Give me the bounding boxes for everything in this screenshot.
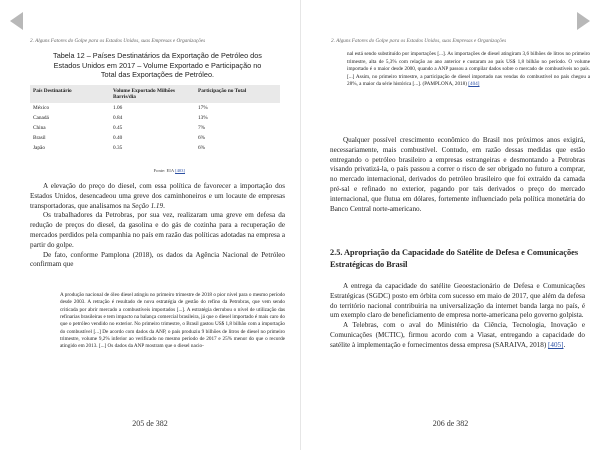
paragraph bbox=[330, 321, 585, 350]
paragraph bbox=[30, 182, 285, 211]
table-cell: Japão bbox=[33, 145, 46, 152]
table-row bbox=[30, 134, 280, 144]
table-cell: Brasil bbox=[33, 135, 46, 142]
table-row bbox=[30, 144, 280, 154]
table-cell: 13% bbox=[198, 114, 208, 121]
table-cell: China bbox=[33, 124, 46, 131]
citation-link[interactable]: [404] bbox=[468, 81, 480, 87]
previous-page-arrow-icon[interactable] bbox=[10, 12, 23, 30]
export-table bbox=[30, 85, 280, 154]
paragraph-end: . bbox=[563, 340, 566, 349]
paragraph: Qualquer possível crescimento econômico do Brasil nos próximos anos exigirá, necessariamente, mais combustível. Contudo, em razão dessas medidas que estão entregando o petróleo brasileiro a empresas estrangeiras e desmontando a Petrobras visando privatizá-la, o país passou a correr o risco de ser obrigado no futuro a comprar, no mercado internacional, derivados do petróleo brasileiro que foi extraído da camada pré-sal e refinado no exterior, pagando por tais derivados o preço do mercado internacional, que flutua em dólares, fortemente influenciado pela política monetária do Banco Central norte-americano. bbox=[330, 136, 585, 213]
table-cell: 6% bbox=[198, 145, 206, 152]
block-quote bbox=[60, 292, 285, 351]
paragraph-end: . bbox=[163, 201, 165, 210]
table-caption bbox=[30, 51, 285, 80]
table-cell: 0.84 bbox=[113, 114, 123, 121]
column-header-share: Participação no Total bbox=[195, 85, 280, 103]
paragraph: A entrega da capacidade do satélite Geoestacionário de Defesa e Comunicações Estratégicas (SGDC) posto em órbita com sucesso em maio de 2017, que além da defesa do território nacional contribuiria na universalização da internet banda larga no país, é um exemplo claro de beneficiamento de empresa norte-americana pelo governo golpista. bbox=[330, 282, 585, 320]
block-quote-continued bbox=[347, 51, 590, 89]
column-header-country: País Destinatário bbox=[30, 85, 110, 103]
paragraph: De fato, conforme Pamplona (2018), os dados da Agência Nacional de Petróleo confirmam que bbox=[30, 250, 285, 269]
paragraph-text: A Telebras, com o aval do Ministério da Ciência, Tecnologia, Inovação e Comunicações (MCTIC), firmou acordo com a Viasat, entregando a capacidade do satélite à implementação e fornecimentos dessa empresa (SARAIVA, 2018) bbox=[330, 321, 585, 349]
paragraph: Os trabalhadores da Petrobras, por sua vez, realizaram uma greve em defesa da redução de preços do diesel, da gasolina e do gás de cozinha para a recuperação de mercados perdidos pela companhia no país em razão das políticas adotadas na empresa a partir do golpe. bbox=[30, 211, 285, 249]
next-page-arrow-icon[interactable] bbox=[577, 12, 590, 30]
table-cell: 0.45 bbox=[113, 124, 123, 131]
quote-text: A produção nacional de óleo diesel atingiu no primeiro trimestre de 2018 o pior nível para o mesmo período desde 2003. A retração é resultado de nova estratégia de gestão do refino da Petrobras, que vem sendo criticada por abrir mercado a combustíveis importados [...]. A estratégia derrubou o nível de utilização das refinarias brasileiras e tem impacto na balança comercial brasileira, já que o diesel importado é mais caro do que o petróleo vendido no exterior. No primeiro trimestre, o Brasil gastou US$ 1,8 bilhão com a importação do combustível [...] De acordo com dados da ANP, o país produziu 9 bilhões de litros de diesel no primeiro trimestre, volume 9,2% inferior ao verificado no mesmo período de 2017 e 25% menor do que o recorde atingido em 2013. [...] Os dados da ANP mostram que o diesel nacio- bbox=[60, 292, 285, 350]
page-number: 205 de 382 bbox=[132, 419, 168, 428]
running-head: 2. Alguns Fatores do Golpe para os Estados Unidos, suas Empresas e Organizações bbox=[30, 38, 206, 44]
page-number: 206 de 382 bbox=[432, 419, 469, 428]
body-text-right-2 bbox=[330, 282, 585, 351]
running-head: 2. Alguns Fatores do Golpe para os Estados Unidos, suas Empresas e Organizações bbox=[331, 38, 507, 44]
table-row bbox=[30, 103, 280, 113]
table-row bbox=[30, 113, 280, 123]
table-row bbox=[30, 123, 280, 133]
table-header-row bbox=[30, 85, 280, 103]
caption-line: Estados Unidos em 2017 – Volume Exportado e Participação no bbox=[53, 60, 262, 70]
caption-line: Total das Exportações de Petróleo. bbox=[100, 70, 215, 80]
table-cell: 1.06 bbox=[113, 104, 123, 111]
body-text bbox=[30, 182, 285, 270]
body-text-right bbox=[330, 136, 585, 214]
table-cell: Canadá bbox=[33, 114, 49, 121]
source-reference-link[interactable]: [403] bbox=[175, 168, 185, 173]
table-cell: 17% bbox=[198, 104, 208, 111]
paragraph-text: A elevação do preço do diesel, com essa política de favorecer a importação dos Estados Unidos, desencadeou uma greve dos caminhoneiros e um locaute de empresas transportadoras, que analisamos na bbox=[30, 182, 285, 210]
section-reference: Seção 1.19 bbox=[131, 201, 164, 210]
caption-line: Tabela 12 – Países Destinatários da Exportação de Petróleo dos bbox=[53, 51, 262, 60]
table-cell: 6% bbox=[198, 135, 206, 142]
table-cell: 7% bbox=[198, 124, 206, 131]
section-heading: 2.5. Apropriação da Capacidade do Satélite de Defesa e Comunicações Estratégicas do Brasil bbox=[330, 248, 579, 269]
quote-text: nal está sendo substituído por importações [...]. As importações de diesel atingiram 3,6 bilhões de litros no primeiro trimestre, alta de 5,3% com relação ao ano anterior e custaram ao país US$ 1,8 bilhão no período. O volume importado é o maior desde 2000, quando a ANP passou a compilar dados sobre o mercado de combustíveis no país. [...] Assim, no primeiro trimestre, a participação de diesel importado nas vendas do combustível no país chegou a 28%, a maior da série histórica [...]. (PAMPLONA, 2018) bbox=[347, 51, 590, 87]
table-cell: 0.35 bbox=[113, 145, 123, 152]
table-cell: 0.40 bbox=[113, 135, 123, 142]
citation-link[interactable]: [405] bbox=[548, 340, 564, 349]
source-label: Fonte: EIA bbox=[153, 168, 174, 173]
table-cell: México bbox=[33, 104, 50, 111]
column-header-volume: Volume Exportado Milhões Barris/dia bbox=[110, 85, 195, 103]
table-source bbox=[30, 168, 280, 173]
